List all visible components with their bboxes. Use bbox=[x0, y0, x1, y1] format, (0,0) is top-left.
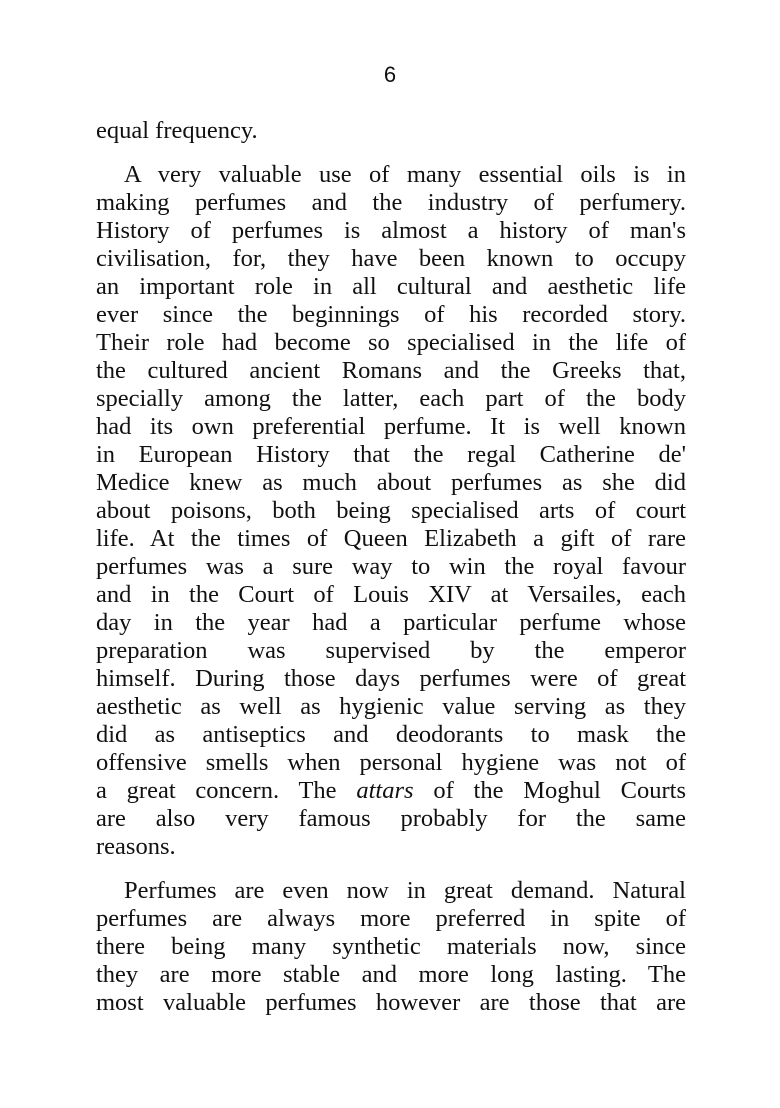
text-line: civilisation, for, they have been known to occupy bbox=[96, 245, 686, 272]
text-line: equal frequency. bbox=[96, 117, 258, 144]
text-line: ever since the beginnings of his recorded story. bbox=[96, 301, 686, 328]
text-line: life. At the times of Queen Elizabeth a gift of rare bbox=[96, 525, 686, 552]
emphasis-text: attars bbox=[356, 777, 414, 804]
text-line: about poisons, both being specialised arts of court bbox=[96, 497, 686, 524]
page-number: 6 bbox=[383, 62, 397, 87]
text-line: are also very famous probably for the same bbox=[96, 805, 686, 832]
paragraph-3 bbox=[96, 877, 686, 1017]
text-line: Their role had become so specialised in the life of bbox=[96, 329, 686, 356]
text-line: and in the Court of Louis XIV at Versailes, each bbox=[96, 581, 686, 608]
text-line: there being many synthetic materials now, since bbox=[96, 933, 686, 960]
text-line: perfumes was a sure way to win the royal favour bbox=[96, 553, 686, 580]
text-line: offensive smells when personal hygiene was not of bbox=[96, 749, 686, 776]
text-line: did as antiseptics and deodorants to mask the bbox=[96, 721, 686, 748]
text-line: himself. During those days perfumes were of great bbox=[96, 665, 686, 692]
text-line: Perfumes are even now in great demand. Natural bbox=[124, 877, 686, 904]
paragraph-1 bbox=[96, 117, 686, 145]
text-line-with-emphasis bbox=[96, 777, 686, 805]
text-line: aesthetic as well as hygienic value serving as they bbox=[96, 693, 686, 720]
text-line: reasons. bbox=[96, 833, 176, 860]
text-line: preparation was supervised by the emperor bbox=[96, 637, 686, 664]
text-line: specially among the latter, each part of the body bbox=[96, 385, 686, 412]
text-line: History of perfumes is almost a history of man's bbox=[96, 217, 686, 244]
text-line: most valuable perfumes however are those that are bbox=[96, 989, 686, 1016]
text-line: the cultured ancient Romans and the Greeks that, bbox=[96, 357, 686, 384]
text-line: had its own preferential perfume. It is well known bbox=[96, 413, 686, 440]
text-fragment: a great concern. The bbox=[96, 777, 357, 804]
text-line: day in the year had a particular perfume whose bbox=[96, 609, 686, 636]
text-line: Medice knew as much about perfumes as she did bbox=[96, 469, 686, 496]
text-line: making perfumes and the industry of perfumery. bbox=[96, 189, 686, 216]
body-text bbox=[96, 117, 686, 1017]
text-line: perfumes are always more preferred in spite of bbox=[96, 905, 686, 932]
text-fragment: of the Moghul Courts bbox=[413, 777, 686, 804]
text-line: an important role in all cultural and aesthetic life bbox=[96, 273, 686, 300]
text-line: in European History that the regal Catherine de' bbox=[96, 441, 686, 468]
text-line: they are more stable and more long lasting. The bbox=[96, 961, 686, 988]
paragraph-2 bbox=[96, 161, 686, 861]
text-line: A very valuable use of many essential oils is in bbox=[124, 161, 686, 188]
